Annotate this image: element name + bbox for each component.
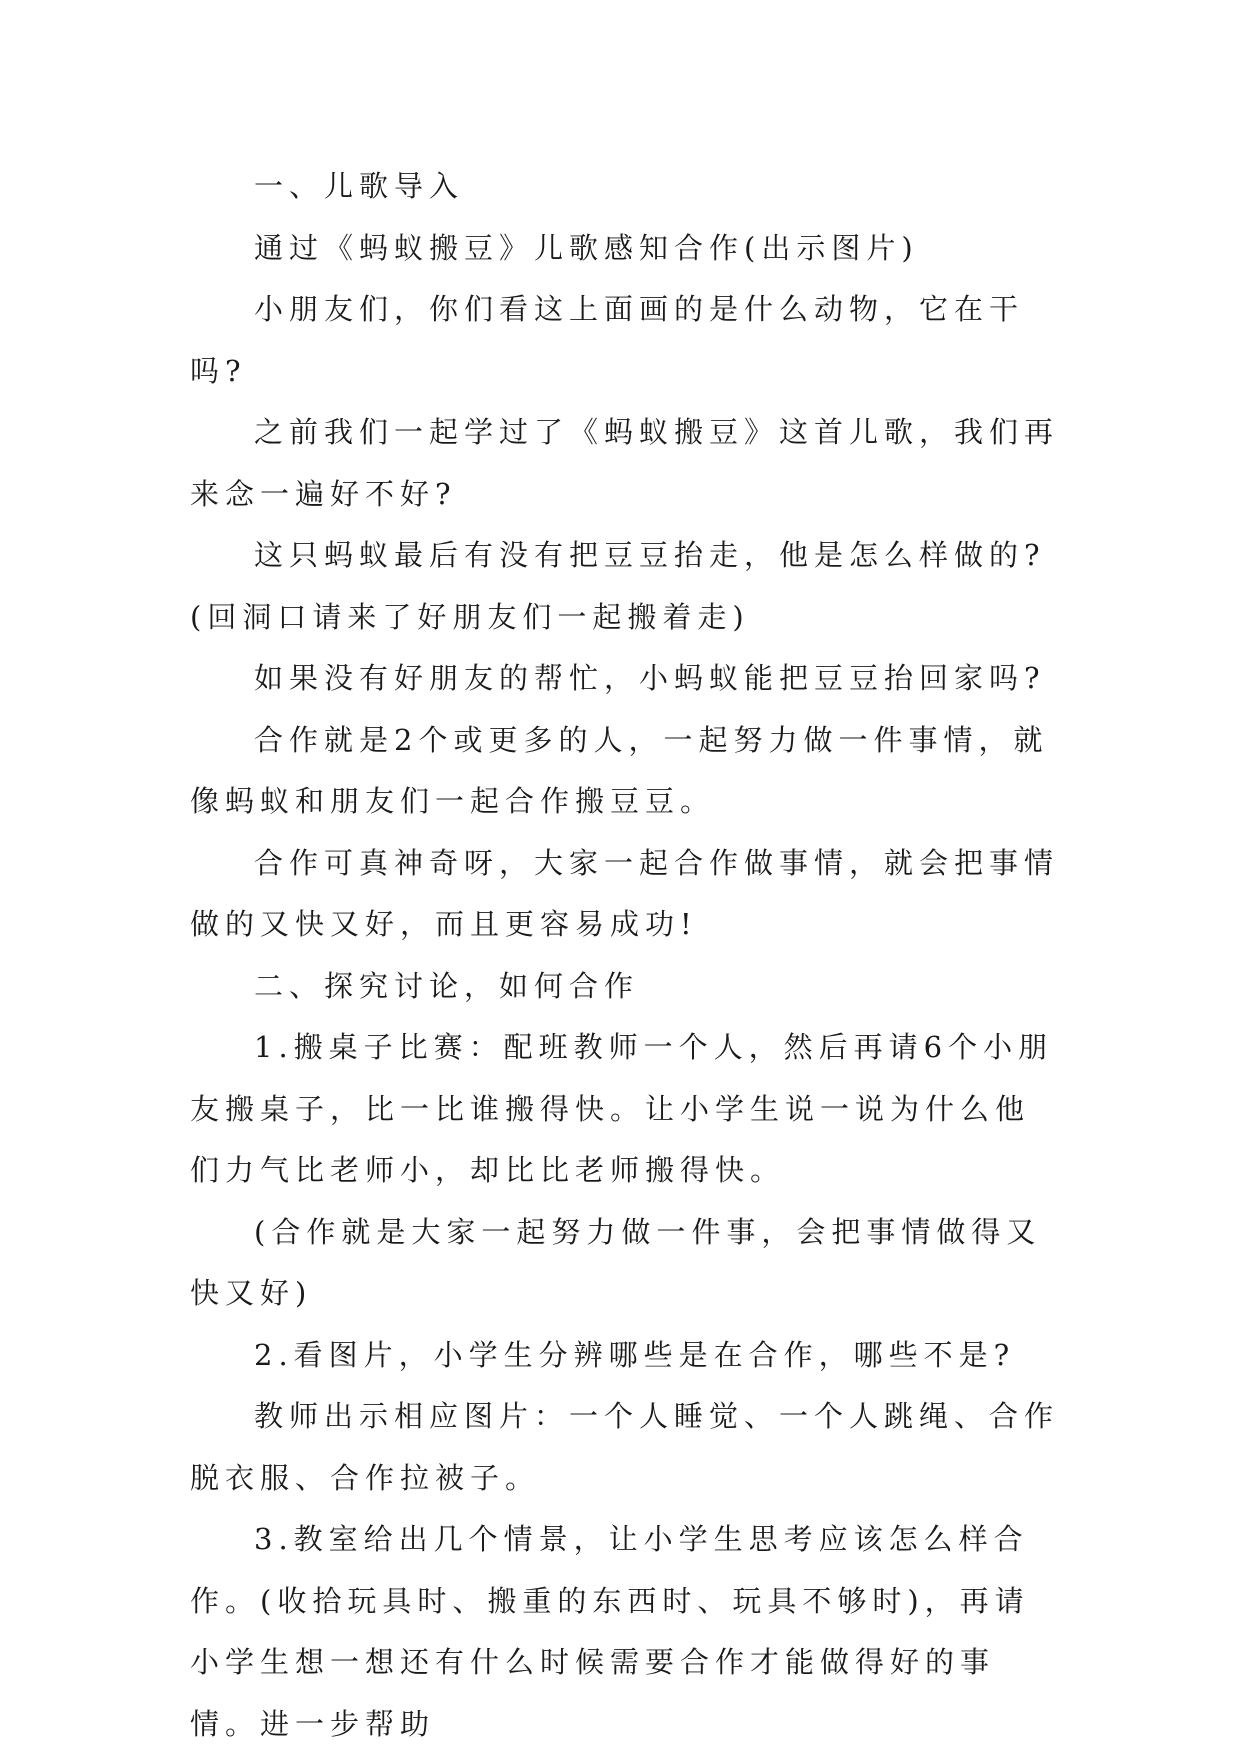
paragraph: 教师出示相应图片：一个人睡觉、一个人跳绳、合作脱衣服、合作拉被子。 [190, 1399, 1060, 1495]
paragraph: 1.搬桌子比赛：配班教师一个人，然后再请6个小朋友搬桌子，比一比谁搬得快。让小学生说一说为什么他们力气比老师小，却比比老师搬得快。 [190, 1030, 1054, 1187]
section-heading-1: 一、儿歌导入 [254, 169, 465, 203]
paragraph: 通过《蚂蚁搬豆》儿歌感知合作(出示图片) [254, 230, 919, 265]
section-heading-2: 二、探究讨论，如何合作 [254, 968, 640, 1003]
paragraph: 2.看图片，小学生分辨哪些是在合作，哪些不是? [254, 1337, 1016, 1372]
paragraph: 如果没有好朋友的帮忙，小蚂蚁能把豆豆抬回家吗? [254, 661, 1046, 695]
paragraph: (合作就是大家一起努力做一件事，会把事情做得又快又好) [190, 1214, 1042, 1310]
paragraph: 小朋友们，你们看这上面画的是什么动物，它在干吗? [190, 292, 1025, 388]
paragraph: 这只蚂蚁最后有没有把豆豆抬走，他是怎么样做的?(回洞口请来了好朋友们一起搬着走) [190, 538, 1046, 634]
document-page [190, 156, 1060, 1755]
paragraph: 合作就是2个或更多的人，一起努力做一件事情，就像蚂蚁和朋友们一起合作搬豆豆。 [190, 722, 1049, 818]
paragraph: 合作可真神奇呀，大家一起合作做事情，就会把事情做的又快又好，而且更容易成功! [190, 845, 1060, 941]
paragraph: 之前我们一起学过了《蚂蚁搬豆》这首儿歌，我们再来念一遍好不好? [190, 415, 1060, 511]
paragraph: 3.教室给出几个情景，让小学生思考应该怎么样合作。(收拾玩具时、搬重的东西时、玩具不够时)，再请小学生想一想还有什么时候需要合作才能做得好的事情。进一步帮助 [190, 1522, 1030, 1741]
